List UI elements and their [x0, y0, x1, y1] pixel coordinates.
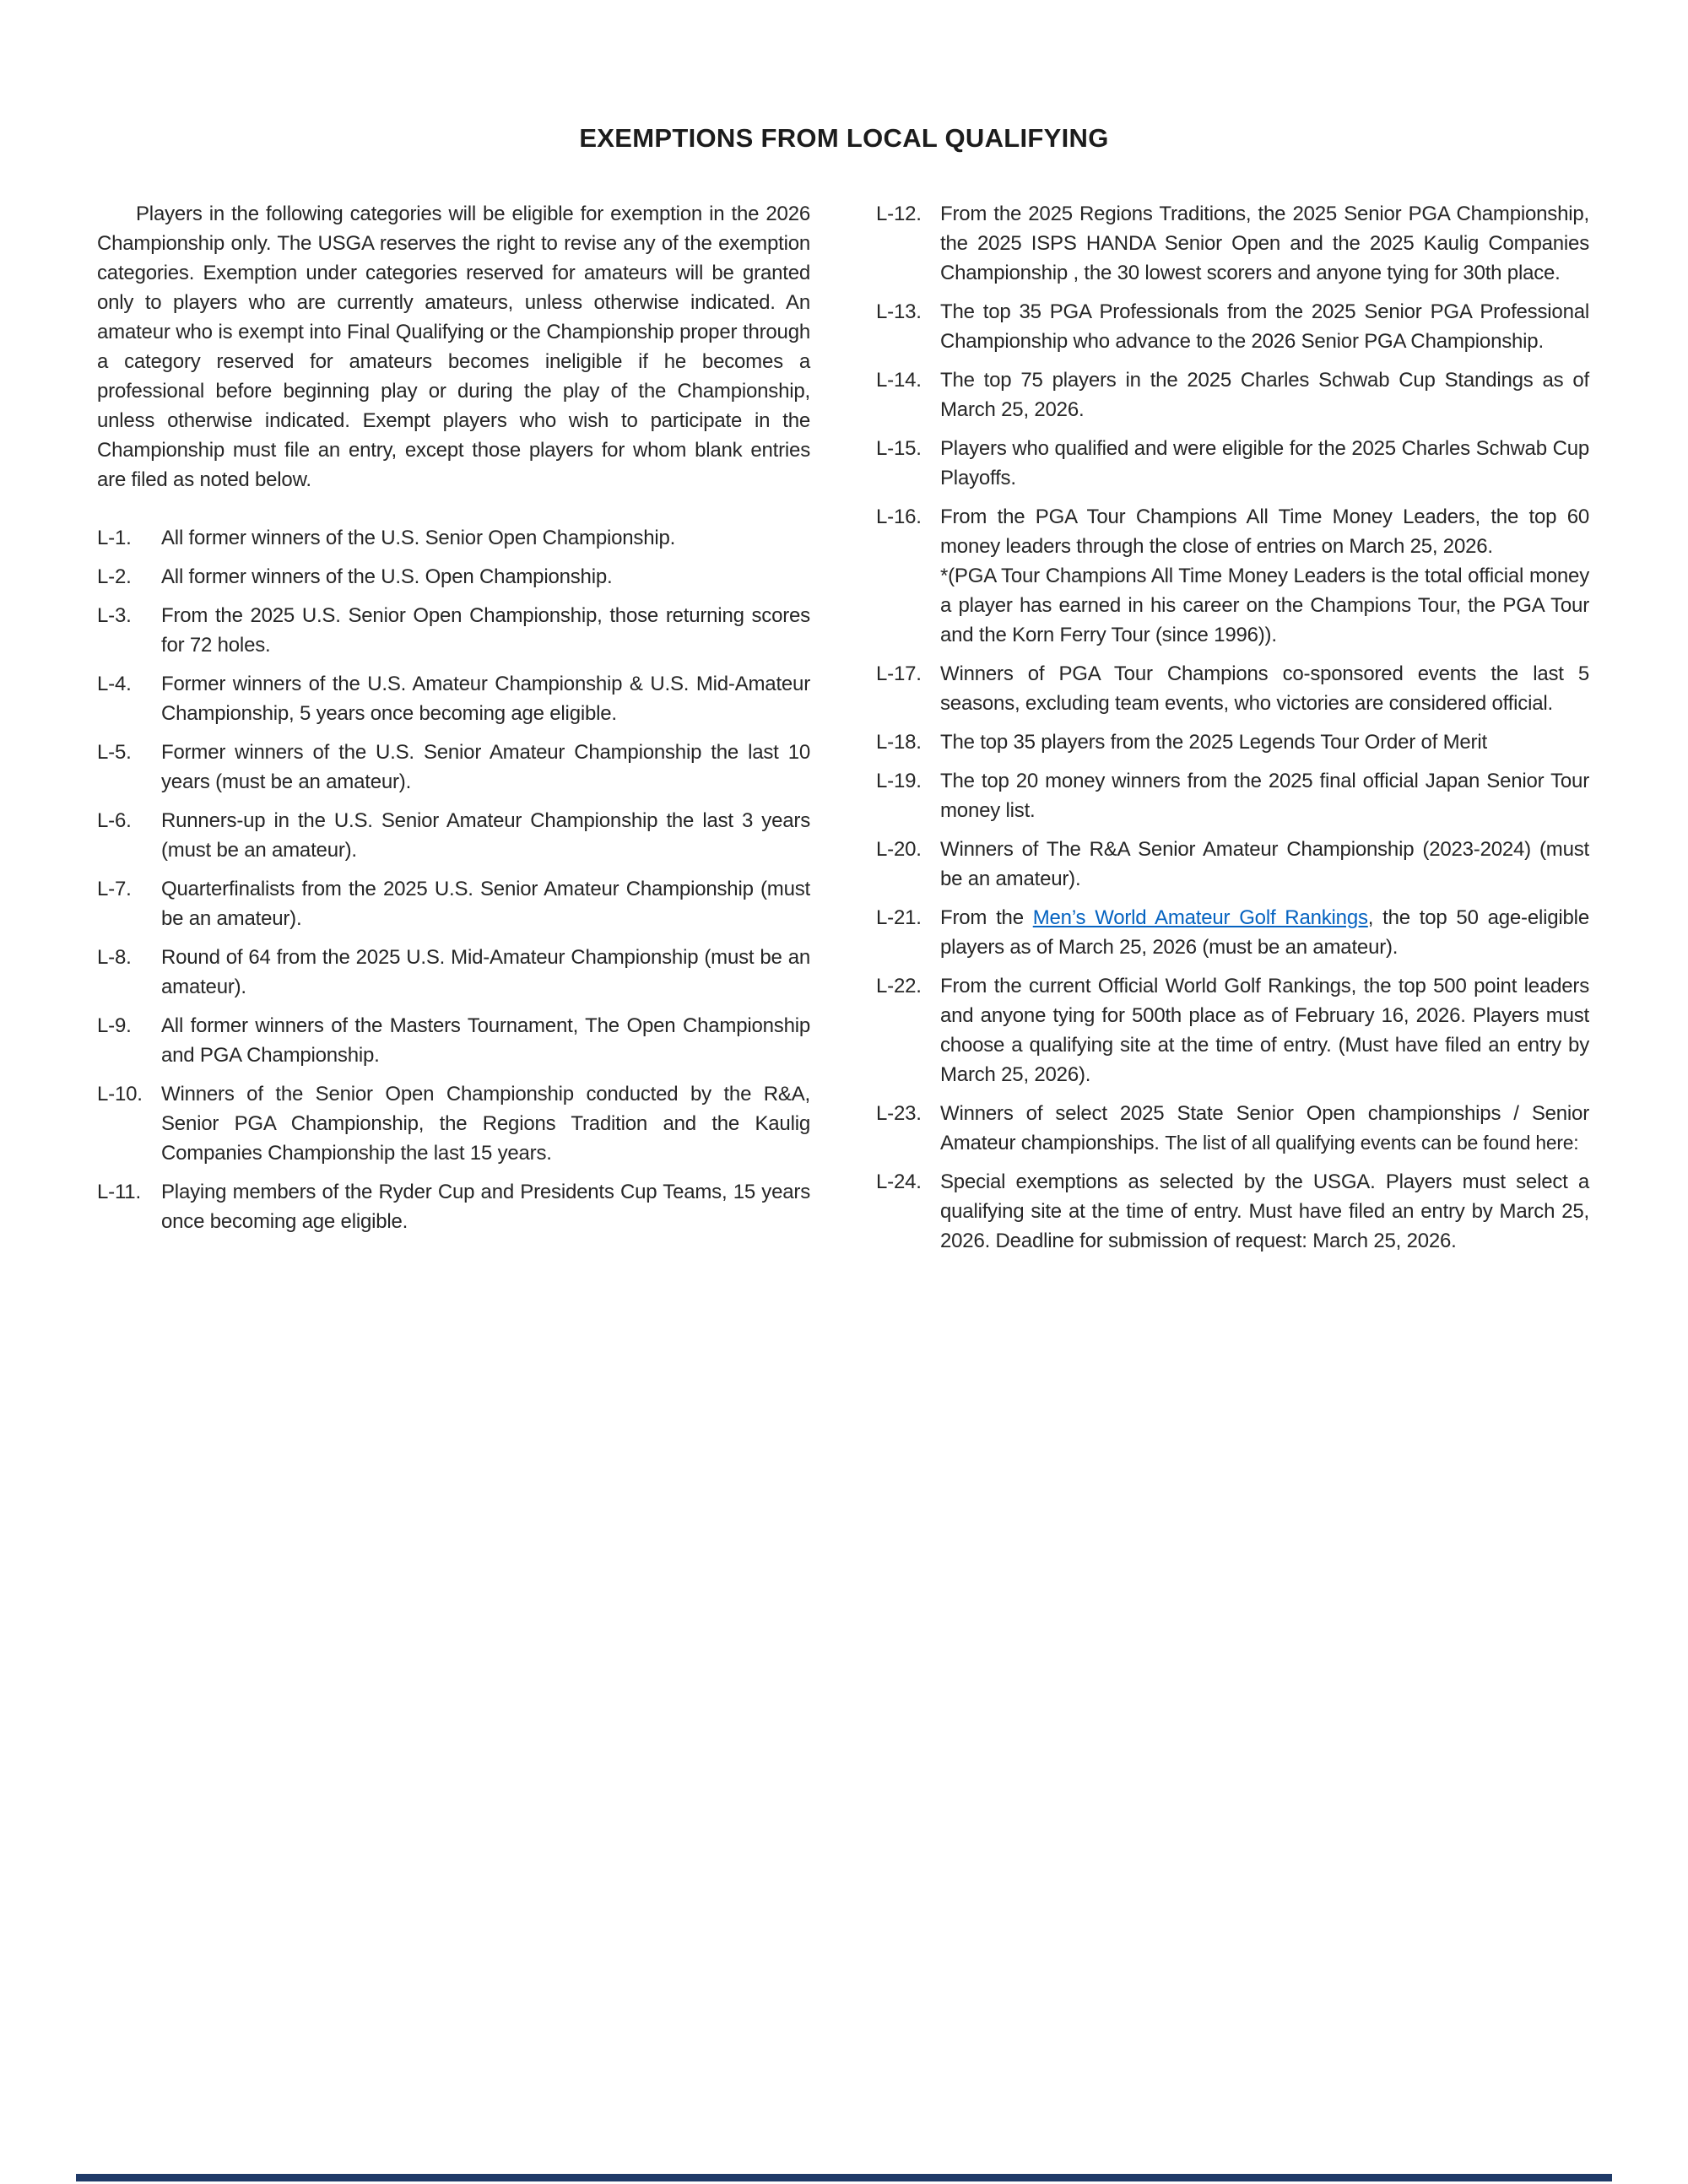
- item-text: The top 20 money winners from the 2025 final official Japan Senior Tour money list.: [940, 770, 1589, 822]
- two-column-layout: [97, 199, 1591, 1265]
- item-text: [940, 502, 1589, 650]
- list-item: [97, 669, 810, 728]
- item-text: From the 2025 U.S. Senior Open Championship, those returning scores for 72 holes.: [161, 604, 810, 657]
- item-number: L-21.: [876, 906, 922, 929]
- item-text: Quarterfinalists from the 2025 U.S. Senior Amateur Championship (must be an amateur).: [161, 878, 810, 930]
- list-item: [876, 903, 1589, 962]
- list-item: [97, 1011, 810, 1070]
- exemption-list-left: [97, 523, 810, 1236]
- item-text: [940, 903, 1589, 962]
- list-item: [876, 365, 1589, 424]
- list-item: [97, 523, 810, 553]
- item-number: L-8.: [97, 946, 132, 969]
- list-item: [876, 297, 1589, 356]
- item-number: L-20.: [876, 838, 922, 861]
- item-text: Runners-up in the U.S. Senior Amateur Championship the last 3 years (must be an amateur).: [161, 809, 810, 862]
- list-item: [876, 1099, 1589, 1158]
- item-number: L-13.: [876, 300, 922, 323]
- item-text: Winners of PGA Tour Champions co-sponsored events the last 5 seasons, excluding team events, who victories are considered official.: [940, 662, 1589, 715]
- item-footnote: *(PGA Tour Champions All Time Money Leaders is the total official money a player has earned in his career on the Champions Tour, the PGA Tour and the Korn Ferry Tour (since 1996)).: [940, 565, 1589, 646]
- list-item: [876, 659, 1589, 718]
- item-text: Former winners of the U.S. Senior Amateur Championship the last 10 years (must be an amateur).: [161, 741, 810, 793]
- footer-rule: [76, 2174, 1612, 2181]
- list-item: [97, 1079, 810, 1168]
- list-item: [97, 562, 810, 592]
- list-item: [876, 727, 1589, 757]
- item-number: L-15.: [876, 437, 922, 460]
- item-text-secondary: The list of all qualifying events can be found here:: [1165, 1132, 1579, 1154]
- list-item: [876, 434, 1589, 493]
- item-number: L-3.: [97, 604, 132, 627]
- list-item: [876, 1167, 1589, 1256]
- item-text: All former winners of the U.S. Senior Open Championship.: [161, 527, 676, 549]
- item-text: Winners of the Senior Open Championship conducted by the R&A, Senior PGA Championship, the Regions Tradition and the Kaulig Companies Championship the last 15 years.: [161, 1083, 810, 1165]
- item-text: Winners of The R&A Senior Amateur Championship (2023-2024) (must be an amateur).: [940, 838, 1589, 890]
- item-number: L-7.: [97, 878, 132, 900]
- item-number: L-2.: [97, 565, 132, 588]
- item-number: L-12.: [876, 203, 922, 225]
- item-number: L-14.: [876, 369, 922, 392]
- exemption-list-right: [876, 199, 1589, 1256]
- item-text: From the current Official World Golf Rankings, the top 500 point leaders and anyone tying for 500th place as of February 16, 2026. Players must choose a qualifying site at the time of entry. (Must have filed an entry by March 25, 2026).: [940, 975, 1589, 1086]
- list-item: [876, 766, 1589, 825]
- list-item: [876, 971, 1589, 1089]
- item-number: L-23.: [876, 1102, 922, 1125]
- item-number: L-24.: [876, 1170, 922, 1193]
- item-text-main: From the PGA Tour Champions All Time Money Leaders, the top 60 money leaders through the close of entries on March 25, 2026.: [940, 505, 1589, 558]
- item-number: L-16.: [876, 505, 922, 528]
- list-item: [97, 601, 810, 660]
- list-item: [97, 738, 810, 797]
- list-item: [97, 874, 810, 933]
- list-item: [876, 835, 1589, 894]
- list-item: [876, 199, 1589, 288]
- intro-paragraph: Players in the following categories will be eligible for exemption in the 2026 Championship only. The USGA reserves the right to revise any of the exemption categories. Exemption under categories reserved for amateurs will be granted only to players who are currently amateurs, unless otherwise indicated. An amateur who is exempt into Final Qualifying or the Championship proper through a category reserved for amateurs becomes ineligible if he becomes a professional before beginning play or during the play of the Championship, unless otherwise indicated. Exempt players who wish to participate in the Championship must file an entry, except those players for whom blank entries are filed as noted below.: [97, 203, 810, 491]
- item-text: From the 2025 Regions Traditions, the 2025 Senior PGA Championship, the 2025 ISPS HANDA Senior Open and the 2025 Kaulig Companies Championship , the 30 lowest scorers and anyone tying for 30th place.: [940, 203, 1589, 284]
- item-number: L-19.: [876, 770, 922, 792]
- item-text: The top 35 players from the 2025 Legends Tour Order of Merit: [940, 731, 1487, 754]
- item-number: L-10.: [97, 1083, 143, 1106]
- item-number: L-1.: [97, 527, 132, 549]
- item-text-main: Winners of select 2025 State Senior Open championships / Senior Amateur championships.: [940, 1102, 1589, 1154]
- item-text: All former winners of the U.S. Open Championship.: [161, 565, 613, 588]
- item-text: All former winners of the Masters Tournament, The Open Championship and PGA Championship.: [161, 1014, 810, 1067]
- item-text: [940, 1099, 1589, 1158]
- list-item: [97, 943, 810, 1002]
- item-number: L-11.: [97, 1181, 141, 1203]
- item-text: The top 35 PGA Professionals from the 2025 Senior PGA Professional Championship who advance to the 2026 Senior PGA Championship.: [940, 300, 1589, 353]
- item-text-post: , the top 50 age-eligible players as of March 25, 2026 (must be an amateur).: [940, 906, 1589, 959]
- page-title: EXEMPTIONS FROM LOCAL QUALIFYING: [579, 123, 1109, 153]
- list-item: [97, 806, 810, 865]
- right-column: [876, 199, 1589, 1265]
- list-item: [97, 1177, 810, 1236]
- item-text: Special exemptions as selected by the USGA. Players must select a qualifying site at the time of entry. Must have filed an entry by March 25, 2026. Deadline for submission of request: March 25, 2026.: [940, 1170, 1589, 1252]
- mens-wagr-link[interactable]: Men’s World Amateur Golf Rankings: [1032, 906, 1368, 929]
- item-number: L-18.: [876, 731, 922, 754]
- item-number: L-9.: [97, 1014, 132, 1037]
- list-item: [876, 502, 1589, 650]
- item-number: L-17.: [876, 662, 922, 685]
- item-text: Players who qualified and were eligible for the 2025 Charles Schwab Cup Playoffs.: [940, 437, 1589, 489]
- item-text: The top 75 players in the 2025 Charles Schwab Cup Standings as of March 25, 2026.: [940, 369, 1589, 421]
- item-number: L-4.: [97, 673, 132, 695]
- left-column: [97, 199, 810, 1246]
- item-number: L-22.: [876, 975, 922, 997]
- item-text: Former winners of the U.S. Amateur Championship & U.S. Mid-Amateur Championship, 5 years once becoming age eligible.: [161, 673, 810, 725]
- item-number: L-5.: [97, 741, 132, 764]
- item-text: Playing members of the Ryder Cup and Presidents Cup Teams, 15 years once becoming age eligible.: [161, 1181, 810, 1233]
- item-number: L-6.: [97, 809, 132, 832]
- item-text-pre: From the: [940, 906, 1033, 929]
- item-text: Round of 64 from the 2025 U.S. Mid-Amateur Championship (must be an amateur).: [161, 946, 810, 998]
